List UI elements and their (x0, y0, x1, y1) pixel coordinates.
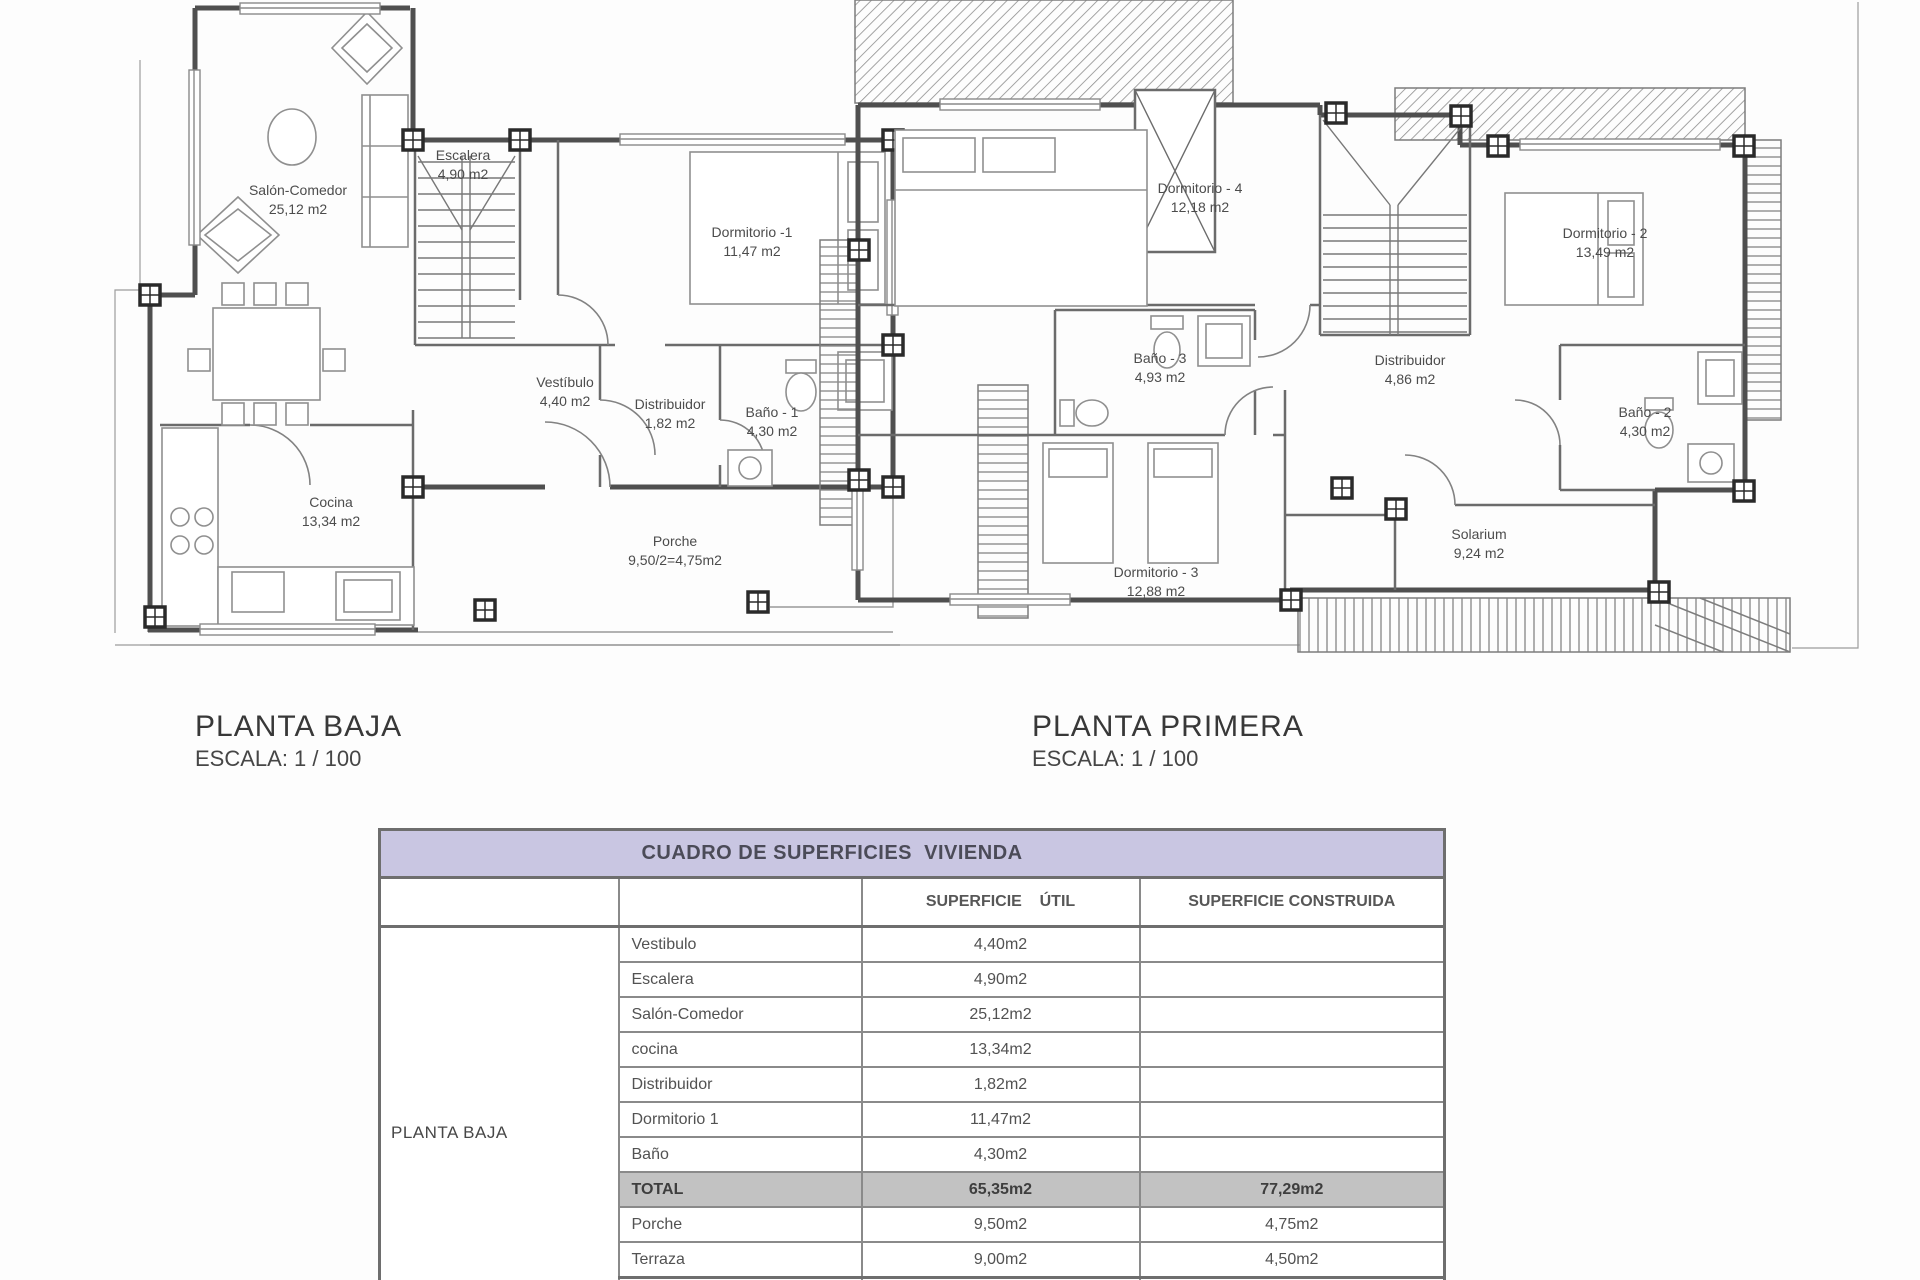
room-name: Salón-Comedor (248, 182, 348, 199)
room-area: 11,47 m2 (723, 243, 781, 259)
room-name: Dormitorio - 3 (1113, 564, 1199, 581)
room-area: 13,34 m2 (301, 513, 361, 529)
room-name-cell: Distribuidor (619, 1067, 862, 1102)
room-name-cell: Terraza (619, 1242, 862, 1278)
superficie-construida-cell (1140, 1032, 1445, 1067)
room-name: Baño - 1 (745, 404, 799, 421)
planta-baja-drawing (140, 3, 903, 645)
superficie-construida-cell: 4,50m2 (1140, 1242, 1445, 1278)
superficie-construida-cell (1140, 997, 1445, 1032)
room-label (1158, 179, 1243, 217)
room-label (1375, 351, 1446, 389)
room-name-cell: TOTAL (619, 1172, 862, 1207)
room-name-cell: Vestibulo (619, 927, 862, 963)
room-label (536, 373, 594, 411)
page-title: PLANTA BAJA (195, 710, 403, 743)
room-label (1619, 403, 1672, 441)
room-label (628, 532, 722, 570)
floor-group-label: PLANTA BAJA (380, 927, 619, 1280)
room-name: Cocina (309, 494, 353, 511)
stair-planta-primera (1323, 120, 1467, 335)
room-name: Dormitorio - 2 (1562, 225, 1648, 242)
room-name: Distribuidor (634, 396, 706, 413)
room-label (1451, 525, 1506, 563)
room-area: 4,30 m2 (746, 423, 798, 439)
page-title: PLANTA PRIMERA (1032, 710, 1304, 743)
superficie-construida-cell (1140, 1137, 1445, 1172)
planta-primera-drawing (820, 0, 1790, 652)
superficie-util-cell: 9,50m2 (862, 1207, 1140, 1242)
superficie-util-cell: 11,47m2 (862, 1102, 1140, 1137)
superficie-util-cell: 4,90m2 (862, 962, 1140, 997)
table-row (380, 927, 1445, 963)
planta-primera-title-block (1032, 710, 1304, 772)
room-name: Dormitorio - 4 (1157, 180, 1243, 197)
superficie-util-cell: 1,82m2 (862, 1067, 1140, 1102)
header-superficie-util: SUPERFICIE ÚTIL (862, 878, 1140, 927)
superficie-util-cell: 4,40m2 (862, 927, 1140, 963)
superficie-construida-cell (1140, 962, 1445, 997)
room-label (249, 181, 347, 219)
room-area: 12,18 m2 (1170, 199, 1230, 215)
superficie-construida-cell (1140, 1102, 1445, 1137)
table-title-row (380, 830, 1445, 878)
room-area: 4,40 m2 (539, 393, 591, 409)
superficie-construida-cell: 4,75m2 (1140, 1207, 1445, 1242)
header-superficie-construida: SUPERFICIE CONSTRUIDA (1140, 878, 1445, 927)
room-name-cell: Escalera (619, 962, 862, 997)
room-name: Solarium (1451, 526, 1507, 543)
room-label (1114, 563, 1199, 601)
room-name: Porche (652, 533, 698, 550)
room-label (1134, 349, 1187, 387)
room-area: 4,30 m2 (1619, 423, 1671, 439)
room-area: 12,88 m2 (1126, 583, 1186, 599)
room-label (635, 395, 706, 433)
room-area: 4,86 m2 (1384, 371, 1436, 387)
room-label (712, 223, 793, 261)
room-area: 4,93 m2 (1134, 369, 1186, 385)
superficie-util-cell: 4,30m2 (862, 1137, 1140, 1172)
room-name-cell: Baño (619, 1137, 862, 1172)
room-name: Distribuidor (1374, 352, 1446, 369)
superficie-construida-cell: 77,29m2 (1140, 1172, 1445, 1207)
superficie-util-cell: 13,34m2 (862, 1032, 1140, 1067)
superficie-util-cell: 9,00m2 (862, 1242, 1140, 1278)
header-empty-room (619, 878, 862, 927)
room-name-cell: Dormitorio 1 (619, 1102, 862, 1137)
room-name-cell: cocina (619, 1032, 862, 1067)
room-area: 25,12 m2 (268, 201, 328, 217)
room-label (1563, 224, 1648, 262)
scale-note: ESCALA: 1 / 100 (195, 746, 362, 771)
furniture-planta-baja (162, 12, 892, 626)
room-area: 4,90 m2 (437, 166, 489, 182)
room-name: Dormitorio -1 (711, 224, 793, 241)
room-name: Baño - 3 (1133, 350, 1187, 367)
room-area: 1,82 m2 (644, 415, 696, 431)
room-label (436, 146, 490, 184)
surfaces-table (378, 828, 1446, 1280)
header-empty-floor (380, 878, 619, 927)
superficie-construida-cell (1140, 1067, 1445, 1102)
room-area: 13,49 m2 (1575, 244, 1635, 260)
superficie-util-cell: 25,12m2 (862, 997, 1140, 1032)
room-name: Escalera (435, 147, 491, 164)
superficie-construida-cell (1140, 927, 1445, 963)
room-name: Baño - 2 (1618, 404, 1672, 421)
room-name-cell: Salón-Comedor (619, 997, 862, 1032)
table-header-row (380, 878, 1445, 927)
room-area: 9,50/2=4,75m2 (628, 552, 722, 568)
room-name-cell: Porche (619, 1207, 862, 1242)
room-label (302, 493, 360, 531)
planta-baja-title-block (195, 710, 402, 772)
table-title: CUADRO DE SUPERFICIES VIVIENDA (380, 830, 1445, 878)
superficie-util-cell: 65,35m2 (862, 1172, 1140, 1207)
scale-note: ESCALA: 1 / 100 (1032, 746, 1199, 771)
room-area: 9,24 m2 (1453, 545, 1505, 561)
room-label (746, 403, 799, 441)
room-name: Vestíbulo (536, 374, 594, 391)
